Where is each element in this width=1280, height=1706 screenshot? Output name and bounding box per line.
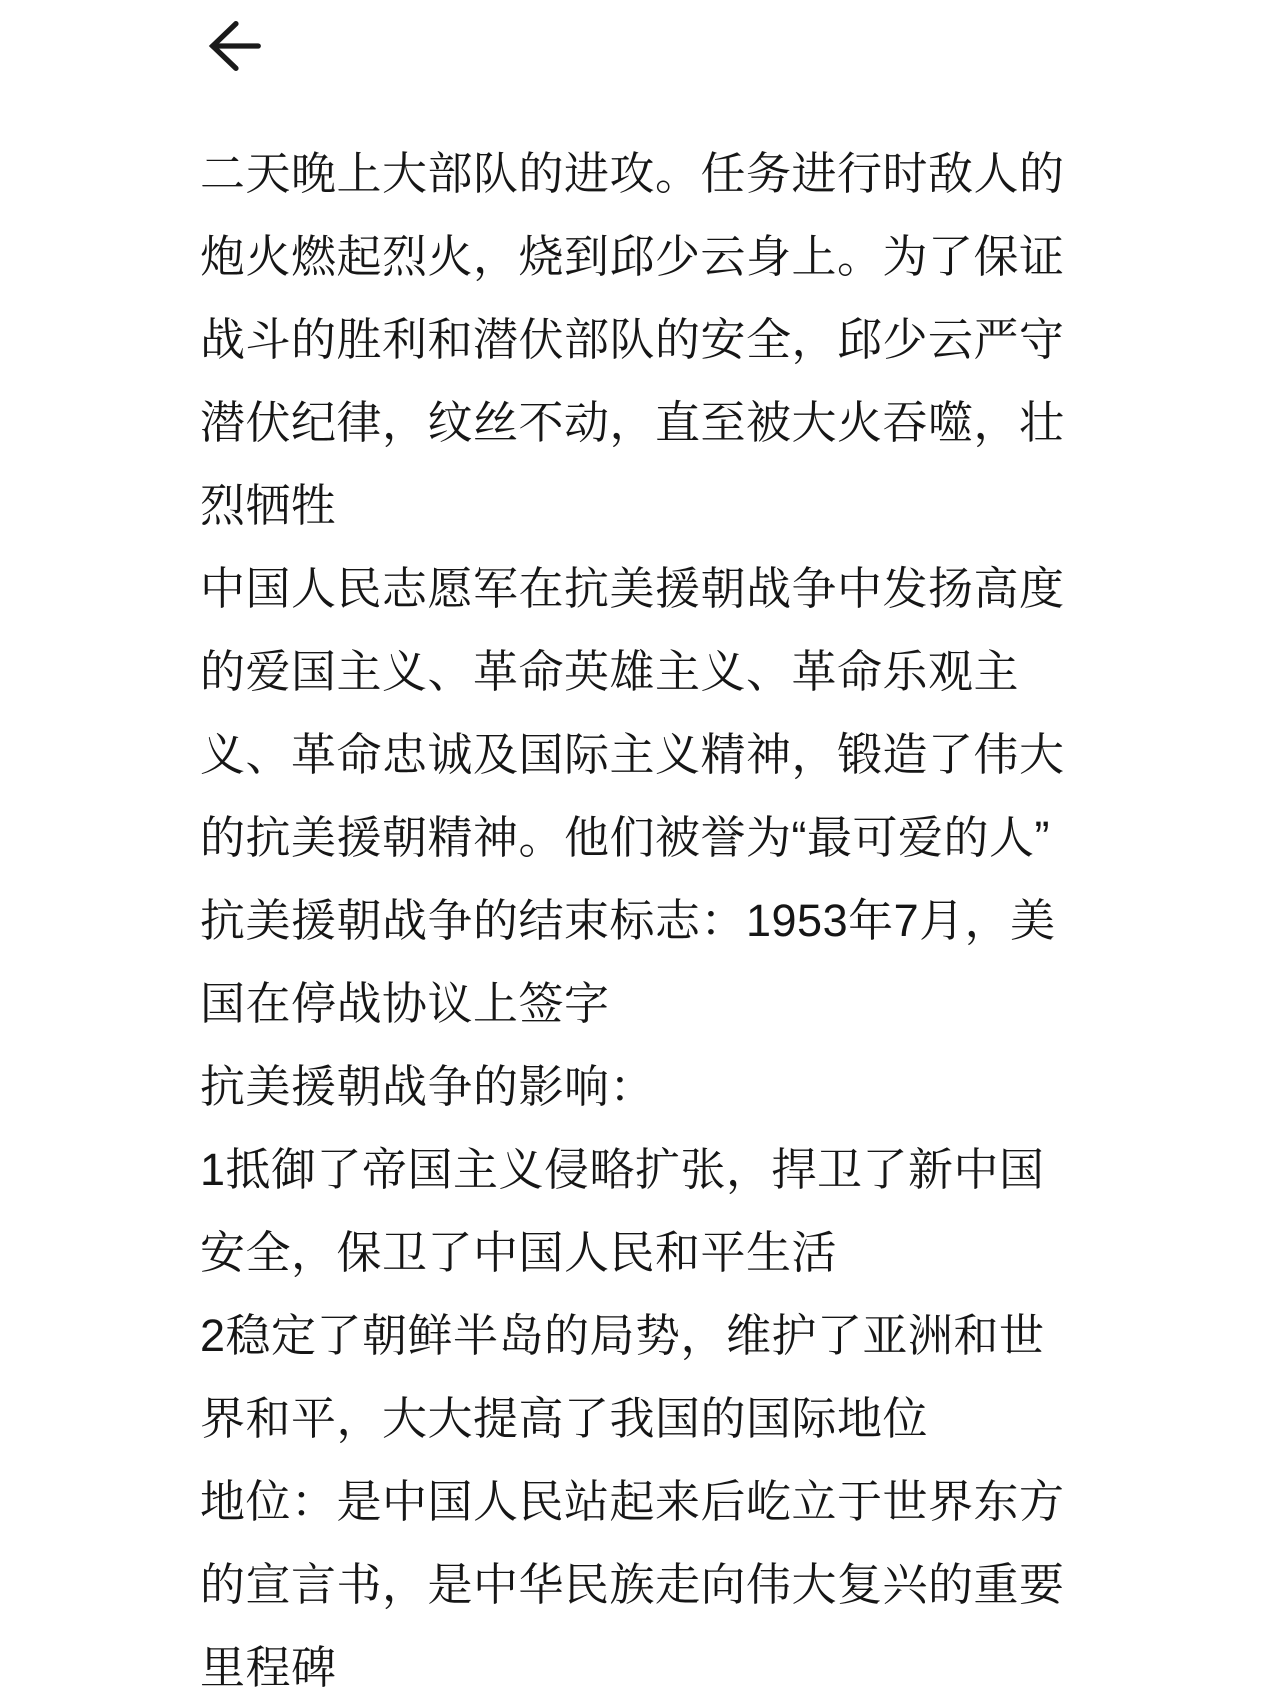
text-line: 地位：是中国人民站起来后屹立于世界东方: [200, 1476, 1065, 1527]
back-arrow-icon: [203, 15, 265, 77]
text-line: 界和平，大大提高了我国的国际地位: [200, 1393, 929, 1444]
text-line: 里程碑: [200, 1642, 337, 1693]
text-line: 抗美援朝战争的影响：: [200, 1061, 656, 1112]
text-line: 义、革命忠诚及国际主义精神，锻造了伟大: [200, 729, 1065, 780]
text-line: 的爱国主义、革命英雄主义、革命乐观主: [200, 646, 1020, 697]
text-line: 战斗的胜利和潜伏部队的安全，邱少云严守: [200, 314, 1065, 365]
text-line: 国在停战协议上签字: [200, 978, 610, 1029]
note-lines: [200, 132, 1100, 1706]
text-line: 抗美援朝战争的结束标志：1953年7月，美: [200, 895, 1056, 946]
text-line: 1抵御了帝国主义侵略扩张，捍卫了新中国: [200, 1144, 1045, 1195]
note-content[interactable]: [200, 132, 1100, 1706]
text-line: 炮火燃起烈火，烧到邱少云身上。为了保证: [200, 231, 1065, 282]
text-line: 的抗美援朝精神。他们被誉为“最可爱的人”: [200, 812, 1050, 863]
text-line: 的宣言书，是中华民族走向伟大复兴的重要: [200, 1559, 1065, 1610]
text-line: 潜伏纪律，纹丝不动，直至被大火吞噬，壮: [200, 397, 1065, 448]
back-button[interactable]: [200, 12, 268, 80]
text-line: 2稳定了朝鲜半岛的局势，维护了亚洲和世: [200, 1310, 1045, 1361]
text-line: 安全，保卫了中国人民和平生活: [200, 1227, 838, 1278]
text-line: 二天晚上大部队的进攻。任务进行时敌人的: [200, 148, 1065, 199]
text-line: 中国人民志愿军在抗美援朝战争中发扬高度: [200, 563, 1065, 614]
text-line: 烈牺牲: [200, 480, 337, 531]
